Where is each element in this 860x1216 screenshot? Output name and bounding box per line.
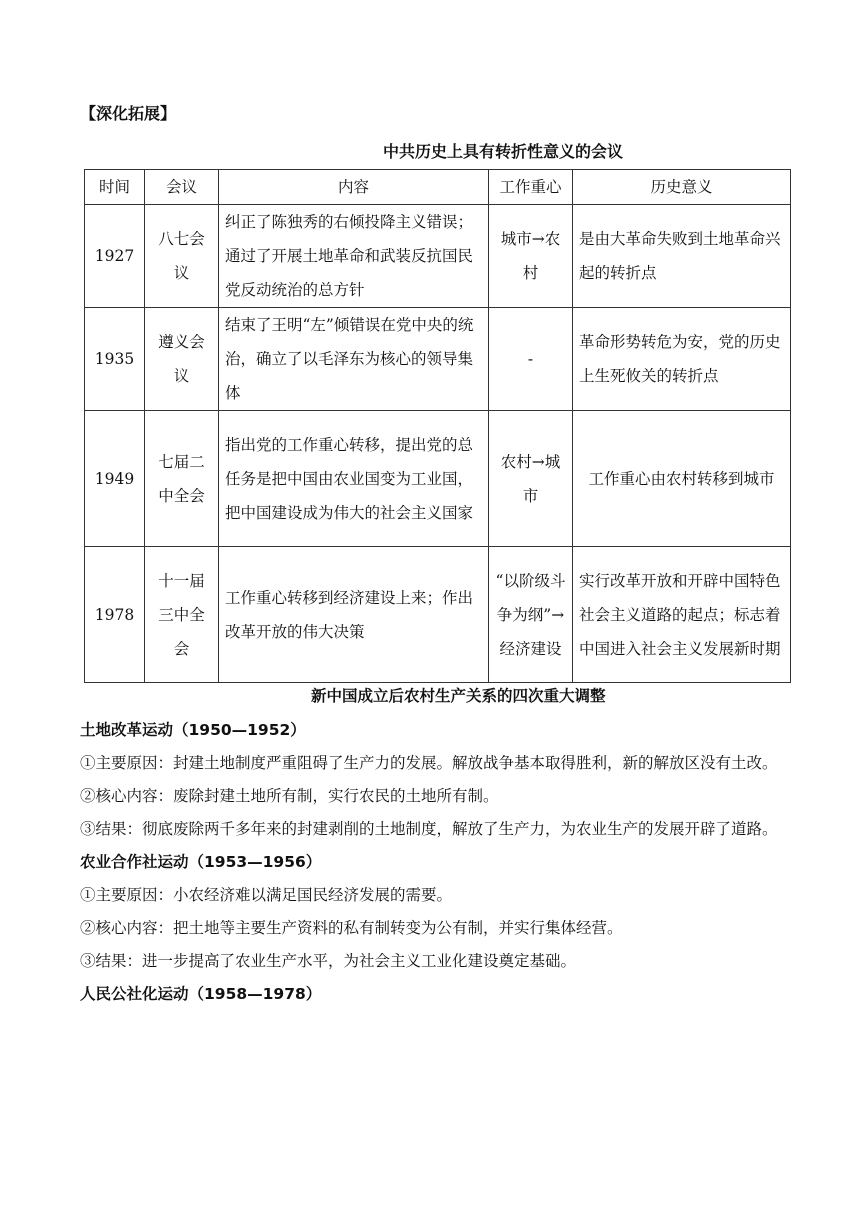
table-header-row — [85, 170, 791, 205]
cell-significance: 是由大革命失败到土地革命兴起的转折点 — [573, 205, 791, 308]
cell-content: 结束了王明“左”倾错误在党中央的统治，确立了以毛泽东为核心的领导集体 — [219, 308, 489, 411]
table-row — [85, 308, 791, 411]
cell-significance: 实行改革开放和开辟中国特色社会主义道路的起点；标志着中国进入社会主义发展新时期 — [573, 547, 791, 683]
cell-focus: “以阶级斗争为纲”→经济建设 — [489, 547, 573, 683]
movements-content — [80, 714, 790, 1011]
cell-focus: 城市→农村 — [489, 205, 573, 308]
cell-year: 1949 — [85, 411, 145, 547]
movement-point: ③结果：彻底废除两千多年来的封建剥削的土地制度，解放了生产力，为农业生产的发展开辟了道路。 — [80, 820, 778, 838]
header-content: 内容 — [219, 170, 489, 205]
header-time: 时间 — [85, 170, 145, 205]
movement-point: ③结果：进一步提高了农业生产水平，为社会主义工业化建设奠定基础。 — [80, 952, 577, 970]
table-row — [85, 411, 791, 547]
cell-meeting: 八七会议 — [145, 205, 219, 308]
cell-focus: - — [489, 308, 573, 411]
cell-meeting: 十一届三中全会 — [145, 547, 219, 683]
movement-title: 农业合作社运动（1953—1956） — [80, 853, 322, 871]
movement-point: ②核心内容：废除封建土地所有制，实行农民的土地所有制。 — [80, 787, 499, 805]
cell-content: 工作重心转移到经济建设上来；作出改革开放的伟大决策 — [219, 547, 489, 683]
cell-content: 纠正了陈独秀的右倾投降主义错误；通过了开展土地革命和武装反抗国民党反动统治的总方针 — [219, 205, 489, 308]
cell-year: 1978 — [85, 547, 145, 683]
cell-content: 指出党的工作重心转移，提出党的总任务是把中国由农业国变为工业国，把中国建设成为伟大的社会主义国家 — [219, 411, 489, 547]
cell-meeting: 七届二中全会 — [145, 411, 219, 547]
table-title: 中共历史上具有转折性意义的会议 — [383, 142, 624, 161]
movement-title: 人民公社化运动（1958—1978） — [80, 985, 322, 1003]
cell-focus: 农村→城市 — [489, 411, 573, 547]
table-row — [85, 547, 791, 683]
movement-point: ①主要原因：封建土地制度严重阻碍了生产力的发展。解放战争基本取得胜利，新的解放区没有土改。 — [80, 754, 778, 772]
meetings-table — [84, 169, 791, 683]
cell-year: 1927 — [85, 205, 145, 308]
movement-point: ①主要原因：小农经济难以满足国民经济发展的需要。 — [80, 886, 453, 904]
cell-significance: 工作重心由农村转移到城市 — [573, 411, 791, 547]
header-significance: 历史意义 — [573, 170, 791, 205]
cell-significance: 革命形势转危为安，党的历史上生死攸关的转折点 — [573, 308, 791, 411]
movement-title: 土地改革运动（1950—1952） — [80, 721, 306, 739]
header-focus: 工作重心 — [489, 170, 573, 205]
section-label: 【深化拓展】 — [80, 104, 177, 123]
header-meeting: 会议 — [145, 170, 219, 205]
cell-year: 1935 — [85, 308, 145, 411]
table-row — [85, 205, 791, 308]
cell-meeting: 遵义会议 — [145, 308, 219, 411]
section2-title: 新中国成立后农村生产关系的四次重大调整 — [311, 687, 606, 705]
movement-point: ②核心内容：把土地等主要生产资料的私有制转变为公有制，并实行集体经营。 — [80, 919, 623, 937]
